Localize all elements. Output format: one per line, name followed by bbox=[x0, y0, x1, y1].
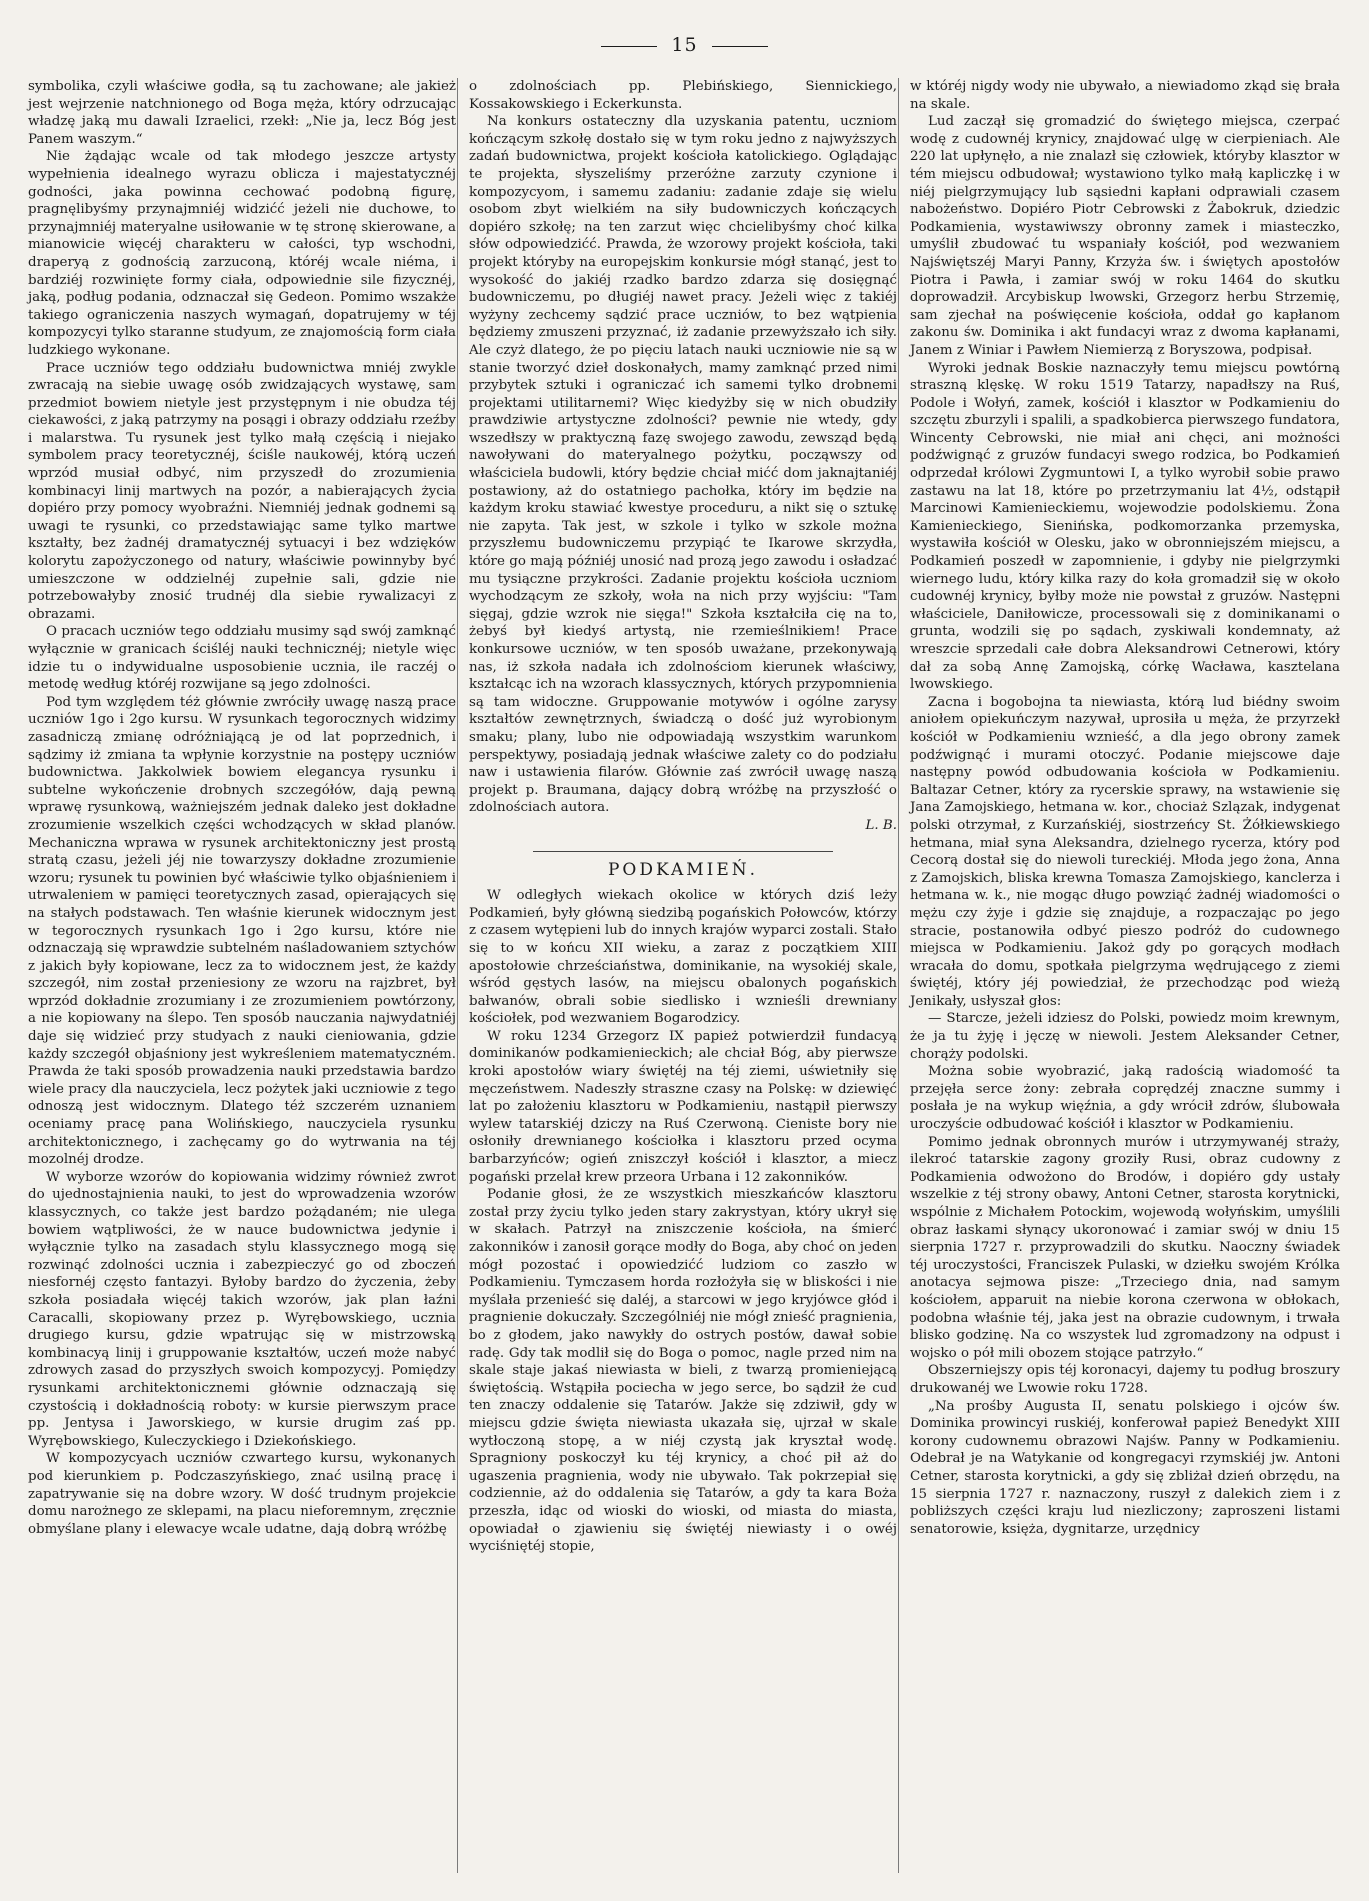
paragraph: Pod tym względem téż głównie zwróciły uwagę naszą prace uczniów 1go i 2go kursu. W rysunkach tegorocznych widzimy zasadniczą zmianę odróżniającą je od lat poprzednich, i sądzimy iż zmiana ta wpłynie korzystnie na postępy uczniów budownictwa. Jakkolwiek bowiem elegancya rysunku i subtelne wykończenie drobnych szczegółów, dają pewną wprawę rysunkową, ważniejszém jednak daleko jest dokładne zrozumienie wszelkich części wchodzących w skład planów. Mechaniczna wprawa w rysunek architektoniczny jest prostą stratą czasu, jeżeli jéj nie towarzyszy dokładne zrozumienie wzoru; rysunek tu powinien być właściwie tylko objaśnieniem i utrwaleniem w pamięci teoretycznych zasad, opierających się na stałych podstawach. Ten właśnie kierunek widocznym jest w tegorocznych rysunkach 1go i 2go kursu, które nie odznaczają się wprawdzie subtelném naśladowaniem sztychów z jakich były kopiowane, lecz za to widocznem jest, że każdy szczegół, nim został przeniesiony ze wzoru na rajzbret, był wprzód dokładnie zrozumiany i ze zrozumieniem powtórzony, a nie kopiowany na ślepo. Ten sposób nauczania najwydatniéj daje się widzieć przy studyach z nauki cieniowania, gdzie każdy szczegół objaśniony jest wykreśleniem matematyczném. Prawda że taki sposób prowadzenia nauki przedstawia bardzo wiele pracy dla nauczyciela, lecz pożytek jaki uczniowie z tego odnoszą jest widocznym. Dlatego téż szczerém uznaniem oceniamy pracę pana Wolińskiego, nauczyciela rysunku architektonicznego, i zachęcamy go do wytrwania na téj mozolnéj drodze. bbox=[28, 694, 456, 1168]
article-signature: L. B. bbox=[865, 817, 897, 833]
column-2 bbox=[469, 78, 897, 1556]
header-dash-right bbox=[712, 46, 768, 47]
paragraph: — Starcze, jeżeli idziesz do Polski, powiedz moim krewnym, że ja tu żyję i jęczę w niewoli. Jestem Aleksander Cetner, chorąży podolski. bbox=[910, 1011, 1340, 1062]
column-1 bbox=[28, 78, 456, 1538]
paragraph: W wyborze wzorów do kopiowania widzimy również zwrot do ujednostajnienia nauki, to jest do wprowadzenia wzorów klassycznych, co także jest bardzo pożądaném; nie ulega bowiem wątpliwości, że w nauce budownictwa jedynie i wyłącznie tylko na zasadach stylu klassycznego mogą się rozwinąć zdolności ucznia i zabezpieczyć go od zboczeń niesfornéj często fantazyi. Byłoby bardzo do życzenia, żeby szkoła posiadała więcéj takich wzorów, jak plan łaźni Caracalli, skopiowany przez p. Wyrębowskiego, ucznia drugiego kursu, gdzie wpatrując się w mistrzowską kombinacyą linij i gruppowanie kształtów, uczeń może nabyć zdrowych zasad do przyszłych swoich kompozycyj. Pomiędzy rysunkami architektonicznemi głównie odznaczają się czystością i dokładnością roboty: w kursie pierwszym prace pp. Jentysa i Jaworskiego, w kursie drugim zaś pp. Wyrębowskiego, Kuleczyckiego i Dziekońskiego. bbox=[28, 1169, 456, 1449]
paragraph: Podanie głosi, że ze wszystkich mieszkańców klasztoru został przy życiu tylko jeden stary zakrystyan, który ukrył się w skałach. Patrzył na zniszczenie kościoła, na śmierć zakonników i zanosił gorące modły do Boga, aby choć on jeden mógł pozostać i opowiedzićć ludziom co zaszło w Podkamieniu. Tymczasem horda rozłożyła się w bliskości i nie myślała przenieść się daléj, a starcowi w jego kryjówce głód i pragnienie dokuczały. Szczególniéj nie mógł znieść pragnienia, bo z głodem, jako nawykły do ostrych postów, dawał sobie radę. Gdy tak modlił się do Boga o pomoc, nagle przed nim na skale staje jakaś niewiasta w bieli, z twarzą promieniejącą świętością. Wstąpiła pociecha w jego serce, bo sądził że cud ten znaczy oddalenie się Tatarów. Jakże się zdziwił, gdy w miejscu gdzie święta niewiasta ukazała się, ujrzał w skale wytłoczoną stopę, a w niéj czystą jak kryształ wodę. Spragniony poskoczył ku téj krynicy, a choć pił aż do ugaszenia pragnienia, wody nie ubywało. Tak pokrzepiał się codziennie, aż do oddalenia się Tatarów, a gdy ta kara Boża przeszła, idąc od wioski do wioski, od miasta do miasta, opowiadał o zjawieniu się świętéj niewiasty i o owéj wyciśniętéj stopie, bbox=[469, 1187, 897, 1555]
paragraph: W odległych wiekach okolice w których dziś leży Podkamień, były główną siedzibą pogańskich Połowców, którzy z czasem wytępieni lub do innych krajów wyparci zostali. Stało się to w końcu XII wieku, a zaraz z początkiem XIII apostołowie chrześciaństwa, dominikanie, na wysokiéj skale, wśród gęstych lasów, na miejscu obalonych pogańskich bałwanów, obrali sobie siedlisko i wznieśli drewniany kościołek, pod wezwaniem Bogarodzicy. bbox=[469, 888, 897, 1027]
paragraph: W roku 1234 Grzegorz IX papież potwierdził fundacyą dominikanów podkamienieckich; ale chciał Bóg, aby pierwsze kroki apostołów wiary świętéj na téj ziemi, uświetniły się męczeństwem. Nadeszły straszne czasy na Polskę: w dziewięć lat po założeniu klasztoru w Podkamieniu, nastąpił pierwszy wylew tatarskiéj dziczy na Ruś Czerwoną. Cieniste bory nie osłoniły drewnianego kościołka i klasztoru przed ocyma barbarzyńców; ogień zniszczył kościół i klasztor, a miecz pogański przelał krew przeora Urbana i 12 zakonników. bbox=[469, 1028, 897, 1185]
paragraph: Wyroki jednak Boskie naznaczyły temu miejscu powtórną straszną klęskę. W roku 1519 Tatarzy, napadłszy na Ruś, Podole i Wołyń, zamek, kościół i klasztor w Podkamieniu do szczętu zburzyli i spalili, a spadkobierca pierwszego fundatora, Wincenty Cebrowski, nie miał ani chęci, ani możności podźwignąć z gruzów fundacyi swego rodzica, bo Podkamień odprzedał królowi Zygmuntowi I, a tylko wyrobił sobie prawo zastawu na lat 18, które po przetrzymaniu lat 4½, odstąpił Marcinowi Kamienieckiemu, wojewodzie podolskiemu. Żona Kamienieckiego, Sienińska, podkomorzanka przemyska, wystawiła kościół w Olesku, jako w obronniejszém miejscu, a Podkamień poszedł w zapomnienie, i gdyby nie pielgrzymki wiernego ludu, który kilka razy do koła gromadził się w około cudownéj krynicy, byłby może nie powstał z gruzów. Następni właściciele, Daniłowicze, processowali się z dominikanami o grunta, wodzili się po sądach, zyskiwali kondemnaty, aż wreszcie sprzedali całe dobra Aleksandrowi Cetnerowi, który dał za sobą Annę Zamojską, córkę Wacława, kasztelana lwowskiego. bbox=[910, 360, 1340, 693]
paragraph: w któréj nigdy wody nie ubywało, a niewiadomo zkąd się brała na skale. bbox=[910, 79, 1340, 112]
paragraph: Na konkurs ostateczny dla uzyskania patentu, uczniom kończącym szkołę dostało się w tym roku jedno z najwyższych zadań budownictwa, projekt kościoła katolickiego. Oglądając te projekta, słyszeliśmy przeróżne zarzuty czynione i kompozycyom, i samemu zadaniu: zadanie zdaje się wielu osobom zbyt wielkiém na siły budowniczych kończących dopiéro szkołę; na ten zarzut więc chcielibyśmy choć kilka słów odpowiedzićć. Prawda, że wzorowy projekt kościoła, taki projekt któryby na europejskim konkursie mógł stanąć, jest to wysokość do jakiéj rzadko bardzo zdarza się dosięgnąć budowniczemu, po długiéj nawet pracy. Jeżeli więc z takiéj wyżyny zechcemy sądzić prace uczniów, to bez wątpienia będziemy zmuszeni przyznać, iż zadanie przewyższało ich siły. Ale czyż dlatego, że po pięciu latach nauki uczniowie nie są w stanie tworzyć dzieł doskonałych, mamy zamknąć przed nimi przybytek sztuki i ograniczać ich samemi tylko drobnemi projektami utilitarnemi? Więc kiedyżby się w nich obudziły prawdziwie artystyczne zdolności? pewnie nie wtedy, gdy wszedłszy w praktyczną fazę swojego zawodu, zewsząd będą nawoływani do materyalnego pożytku, począwszy od właściciela budowli, który będzie chciał mićć dom jaknajtaniéj postawiony, aż do ostatniego pachołka, który im będzie na każdym kroku stawiać kwestye proceduru, a nikt się o sztukę nie zapyta. Tak jest, w szkole i tylko w szkole można przyszłemu budowniczemu przypiąć te Ikarowe skrzydła, które go mają późniéj unosić nad prozą jego zawodu i osładzać mu tysiączne przykrości. Zadanie projektu kościoła uczniom wychodzącym ze szkoły, woła na nich przy wyjściu: "Tam sięgaj, gdzie wzrok nie sięga!" Szkoła kształciła cię na to, żebyś był kiedyś artystą, nie rzemieślnikiem! Prace konkursowe uczniów, w ten sposób uważane, przekonywają nas, iż szkoła nadała ich zdolnościom kierunek właściwy, kształcąc ich na wzorach klassycznych, których przypomnienia są tam widoczne. Gruppowanie motywów i ogólne zarysy kształtów zewnętrznych, świadczą o dość już wyrobionym smaku; plany, lubo nie odpowiadają wszystkim warunkom perspektywy, posiadają jednak właściwe zalety co do podziału naw i ustawienia filarów. Głównie zaś zwrócił uwagę naszą projekt p. Braumana, dający dobrą wróżbę na przyszłość o zdolnościach autora. bbox=[469, 114, 897, 816]
article-separator bbox=[533, 851, 833, 852]
page-header bbox=[0, 34, 1369, 56]
column-rule-1 bbox=[457, 78, 458, 1873]
paragraph: Nie żądając wcale od tak młodego jeszcze artysty wypełnienia idealnego wyrazu oblicza i majestatycznéj godności, jaka powinna cechować podobną figurę, pragnęlibyśmy przynajmniéj widzićć jeżeli nie duchowe, to przynajmniéj materyalne usiłowanie w tę stronę skierowane, a mianowicie więcéj charakteru w całości, typ wschodni, draperyą z godnością zarzuconą, któréj wcale niéma, i bardziéj rozwinięte formy ciała, odpowiednie sile fizycznéj, jaką, podług podania, odznaczał się Gedeon. Pomimo wszakże takiego ograniczenia naszych wymagań, dopatrujemy w téj kompozycyi tylko staranne studyum, ze znajomością form ciała ludzkiego wykonane. bbox=[28, 149, 456, 358]
paragraph: Lud zaczął się gromadzić do świętego miejsca, czerpać wodę z cudownéj krynicy, znajdować ulgę w cierpieniach. Ale 220 lat upłynęło, a nie znalazł się człowiek, któryby klasztor w tém miejscu odbudował; wystawiono tylko małą kapliczkę i w niéj pielgrzymujący lub sąsiedni kapłani odprawiali czasem nabożeństwo. Dopiéro Piotr Cebrowski z Żabokruk, dziedzic Podkamienia, wystawiwszy obronny zamek i miasteczko, umyślił zbudować tu wspaniały kościół, pod wezwaniem Najświętszéj Maryi Panny, Krzyża św. i świętych apostołów Piotra i Pawła, i zamiar swój w roku 1464 do skutku doprowadził. Arcybiskup lwowski, Grzegorz herbu Strzemię, sam zjechał na poświęcenie kościoła, oddał go kapłanom zakonu św. Dominika i akt fundacyi wraz z dwoma kapłanami, Janem z Winiar i Pawłem Niemierzą z Boryszowa, podpisał. bbox=[910, 114, 1340, 358]
paragraph: Można sobie wyobrazić, jaką radością wiadomość ta przejęła serce żony: zebrała coprędzéj znaczne summy i posłała je na wykup więźnia, a gdy wrócił zdrów, ślubowała uroczyście odbudować kościół i klasztor w Podkamieniu. bbox=[910, 1064, 1340, 1133]
paragraph: „Na prośby Augusta II, senatu polskiego i ojców św. Dominika prowincyi ruskiéj, konferował papież Benedykt XIII korony cudownemu obrazowi Najśw. Panny w Podkamieniu. Odebrał je na Watykanie od kongregacyi rzymskiéj jw. Antoni Cetner, starosta korytnicki, a gdy się zbliżał dzień obrzędu, na 15 sierpnia 1727 r. naznaczony, ruszył z dalekich ziem i z pobliższych części kraju lud niezliczony; zaproszeni listami senatorowie, księża, dygnitarze, urzędnicy bbox=[910, 1398, 1340, 1537]
header-dash-left bbox=[601, 46, 657, 47]
column-3 bbox=[910, 78, 1340, 1538]
paragraph: Prace uczniów tego oddziału budownictwa mniéj zwykle zwracają na siebie uwagę osób zwidzających wystawę, sam przedmiot bowiem nietyle jest przystępnym i nie obudza téj ciekawości, z jaką patrzymy na posągi i obrazy oddziału rzeźby i malarstwa. Tu rysunek jest tylko małą częścią i niejako symbolem pracy teoretycznéj, ściśle naukowéj, którą uczeń wprzód musiał odbyć, nim przyszedł do zrozumienia kombinacyi linij martwych na pozór, a nabierających życia dopiéro przy pomocy wyobraźni. Niemniéj jednak godnemi są uwagi te rysunki, co przedstawiając same tylko martwe kształty, bez żadnéj dramatycznéj sytuacyi i bez wdzięków kolorytu zapożyczonego od natury, właściwie powinnyby być umieszczone w oddzielnéj zupełnie sali, gdzie nie potrzebowałyby znosić trudnéj dla siebie rywalizacyi z obrazami. bbox=[28, 360, 456, 622]
paragraph: O pracach uczniów tego oddziału musimy sąd swój zamknąć wyłącznie w granicach ściśléj nauki technicznéj; nietyle więc idzie tu o indywidualne usposobienie ucznia, ile raczéj o metodę według któréj rozwijane są jego zdolności. bbox=[28, 624, 456, 693]
column-rule-2 bbox=[898, 78, 899, 1873]
paragraph: Pomimo jednak obronnych murów i utrzymywanéj straży, ilekroć tatarskie zagony groziły Rusi, obraz cudowny z Podkamienia odwożono do Brodów, i dopiéro gdy ustały wszelkie z téj strony obawy, Antoni Cetner, starosta korytnicki, wspólnie z Michałem Potockim, wojewodą wołyńskim, umyślili obraz łaskami słynący ukoronować i zamiar swój w dniu 15 sierpnia 1727 r. przyprowadzili do skutku. Naoczny świadek téj uroczystości, Franciszek Pulaski, w dziełku swojém Królka anotacya sejmowa pisze: „Trzeciego dnia, nad samym kościołem, apparuit na niebie korona czerwona w obłokach, podobna właśnie téj, jaka jest na obrazie cudownym, i trwała blisko godzinę. Na co wszystek lud zgromadzony na odpust i wojsko o pół mili obozem stojące patrzyło.“ bbox=[910, 1134, 1340, 1361]
paragraph: Obszerniejszy opis téj koronacyi, dajemy tu podług broszury drukowanéj we Lwowie roku 1728. bbox=[910, 1363, 1340, 1396]
paragraph: W kompozycyach uczniów czwartego kursu, wykonanych pod kierunkiem p. Podczaszyńskiego, znać usilną pracę i zapatrywanie się na dobre wzory. W dość trudnym projekcie domu narożnego ze sklepami, na placu nieforemnym, zręcznie obmyślane plany i elewacye wcale udatne, dają dobrą wróżbę bbox=[28, 1451, 456, 1537]
page-number: 15 bbox=[671, 34, 698, 56]
paragraph: symbolika, czyli właściwe godła, są tu zachowane; ale jakież jest wejrzenie natchnionego od Boga męża, który odrzucając władzę jaką mu dawali Izraelici, rzekł: „Nie ja, lecz Bóg jest Panem waszym.“ bbox=[28, 79, 456, 147]
paragraph: Zacna i bogobojna ta niewiasta, którą lud biédny swoim aniołem opiekuńczym nazywał, uprosiła u męża, że przyrzekł kościół w Podkamieniu wznieść, a dla jego obrony zamek podźwignąć i murami otoczyć. Podanie miejscowe daje następny powód odbudowania kościoła w Podkamieniu. Baltazar Cetner, który za rycerskie sprawy, na wstawienie się Jana Zamojskiego, hetmana w. kor., chociaż Szlązak, indygenat polski otrzymał, z Kurzańskiéj, siostrzeńcy St. Żółkiewskiego hetmana, miał syna Aleksandra, dzielnego rycerza, który pod Cecorą dostał się do niewoli tureckiéj. Młoda jego żona, Anna z Zamojskich, bliska krewna Tomasza Zamojskiego, kanclerza i hetmana w. k., nie mogąc długo powziąć żadnéj wiadomości o mężu czy żyje i gdzie się znajduje, a rozpaczając po jego stracie, postanowiła odbyć pieszo podróż do cudownego miejsca w Podkamieniu. Jakoż gdy po gorących modłach wracała do domu, spotkała pielgrzyma wędrującego z ziemi świętéj, który jéj powiedział, że przechodząc pod wieżą Jenikały, usłyszał głos: bbox=[910, 694, 1340, 1009]
article-title: PODKAMIEŃ. bbox=[607, 859, 759, 880]
paragraph: o zdolnościach pp. Plebińskiego, Siennickiego, Kossakowskiego i Eckerkunsta. bbox=[469, 79, 897, 112]
